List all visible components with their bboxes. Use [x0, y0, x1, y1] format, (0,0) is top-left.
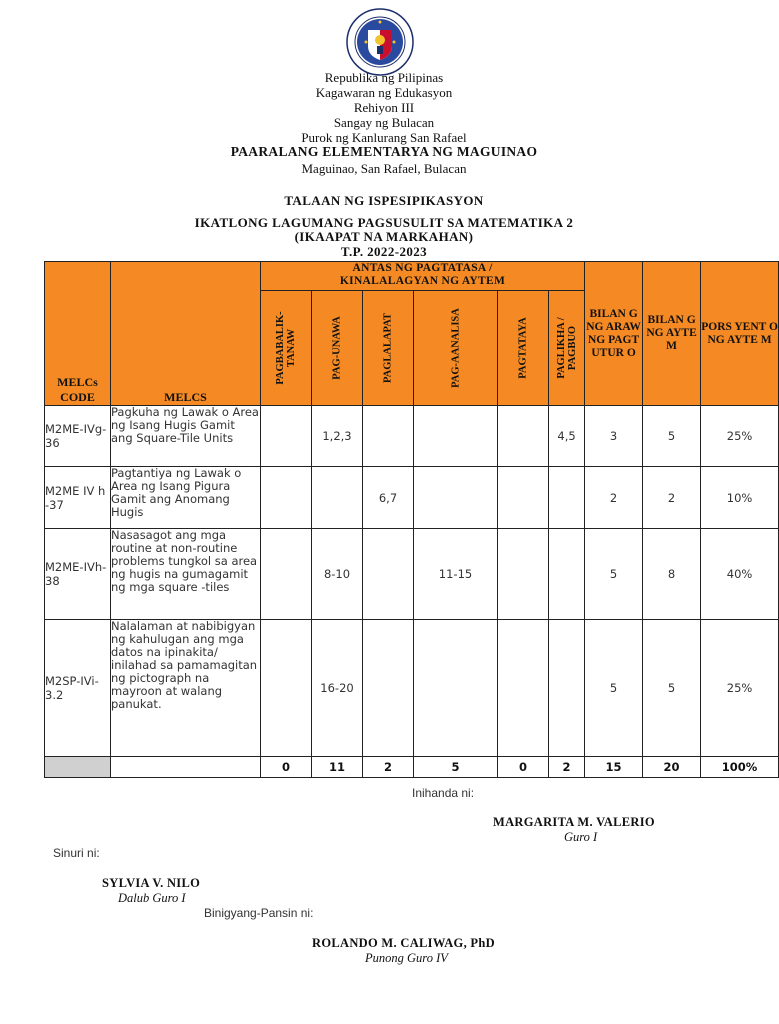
title-exam: IKATLONG LAGUMANG PAGSUSULIT SA MATEMATIKA 2 — [194, 215, 574, 230]
cell-l3 — [363, 406, 414, 467]
prepared-role: Guro I — [564, 830, 598, 844]
header-antas — [261, 262, 585, 291]
cell-items: 5 — [643, 620, 701, 757]
header-department: Kagawaran ng Edukasyon — [315, 85, 453, 100]
level-l3: PAGLALAPAT — [382, 313, 394, 383]
level-l5: PAGTATAYA — [517, 317, 529, 379]
cell-percent: 25% — [701, 406, 779, 467]
totals-row — [45, 757, 779, 778]
cell-items: 5 — [643, 406, 701, 467]
header-percent: PORS YENT O NG AYTE M — [701, 262, 779, 406]
totals-blank — [45, 757, 111, 778]
cell-days: 5 — [585, 620, 643, 757]
header-melcs-code: MELCs CODE — [45, 262, 111, 406]
total-l5: 0 — [498, 757, 549, 778]
antas-line1: ANTAS NG PAGTATASA / — [352, 262, 493, 274]
cell-l4 — [414, 620, 498, 757]
title-quarter: (IKAAPAT NA MARKAHAN) — [294, 229, 474, 244]
total-items: 20 — [643, 757, 701, 778]
header-level-pagtataya — [498, 291, 549, 406]
cell-l1 — [261, 529, 312, 620]
header-items: BILAN G NG AYTE M — [643, 262, 701, 406]
table-row — [45, 529, 779, 620]
cell-l2: 8-10 — [312, 529, 363, 620]
cell-l3 — [363, 620, 414, 757]
noted-label: Binigyang-Pansin ni: — [204, 906, 314, 920]
row-code: M2ME IV h -37 — [45, 467, 111, 529]
level-l1b: TANAW — [286, 328, 297, 368]
header-region: Rehiyon III — [353, 100, 415, 115]
cell-l2: 1,2,3 — [312, 406, 363, 467]
total-l3: 2 — [363, 757, 414, 778]
header-district: Purok ng Kanlurang San Rafael — [301, 130, 467, 145]
cell-items: 8 — [643, 529, 701, 620]
cell-l4: 11-15 — [414, 529, 498, 620]
cell-l1 — [261, 406, 312, 467]
header-level-pagunawa — [312, 291, 363, 406]
total-l4: 5 — [414, 757, 498, 778]
cell-l1 — [261, 620, 312, 757]
cell-l2 — [312, 467, 363, 529]
header-address: Maguinao, San Rafael, Bulacan — [301, 161, 467, 176]
header-melcs: MELCS — [111, 262, 261, 406]
row-melc: Nasasagot ang mga routine at non-routine problems tungkol sa area ng hugis na gumagamit ng mga square -tiles — [111, 529, 261, 620]
prepared-name: MARGARITA M. VALERIO — [493, 815, 655, 829]
row-code: M2ME-IVh-38 — [45, 529, 111, 620]
cell-l4 — [414, 406, 498, 467]
cell-l5 — [498, 529, 549, 620]
noted-name: ROLANDO M. CALIWAG, PhD — [312, 936, 495, 950]
cell-l6 — [549, 467, 585, 529]
cell-l4 — [414, 467, 498, 529]
level-l4: PAG-AANALISA — [450, 308, 461, 388]
cell-l5 — [498, 467, 549, 529]
deped-seal-logo — [346, 8, 414, 76]
level-l2: PAG-UNAWA — [331, 316, 343, 380]
total-percent: 100% — [701, 757, 779, 778]
header-level-pagaanalisa — [414, 291, 498, 406]
cell-l5 — [498, 620, 549, 757]
total-l6: 2 — [549, 757, 585, 778]
cell-days: 5 — [585, 529, 643, 620]
cell-items: 2 — [643, 467, 701, 529]
cell-l6 — [549, 620, 585, 757]
cell-percent: 25% — [701, 620, 779, 757]
header-level-pagbabaliktanaw — [261, 291, 312, 406]
row-melc: Pagkuha ng Lawak o Area ng Isang Hugis Gamit ang Square-Tile Units — [111, 406, 261, 467]
cell-l2: 16-20 — [312, 620, 363, 757]
level-l6a: PAGLIKHA / — [555, 317, 567, 379]
totals-melc-blank — [111, 757, 261, 778]
cell-l5 — [498, 406, 549, 467]
noted-role: Punong Guro IV — [365, 951, 448, 965]
level-l1a: PAGBABALIK- — [275, 311, 286, 385]
checked-name: SYLVIA V. NILO — [102, 876, 201, 890]
header-division: Sangay ng Bulacan — [333, 115, 435, 130]
header-republic: Republika ng Pilipinas — [324, 70, 444, 85]
cell-days: 2 — [585, 467, 643, 529]
row-code: M2SP-IVi-3.2 — [45, 620, 111, 757]
cell-l6: 4,5 — [549, 406, 585, 467]
header-school: PAARALANG ELEMENTARYA NG MAGUINAO — [230, 144, 538, 159]
prepared-label: Inihanda ni: — [412, 786, 475, 800]
title-talaan: TALAAN NG ISPESIPIKASYON — [284, 193, 484, 208]
level-l6b: PAGBUO — [566, 325, 578, 371]
row-melc: Pagtantiya ng Lawak o Area ng Isang Pigura Gamit ang Anomang Hugis — [111, 467, 261, 529]
specification-table — [44, 261, 779, 778]
total-l2: 11 — [312, 757, 363, 778]
header-level-paglalapat — [363, 291, 414, 406]
checked-label: Sinuri ni: — [53, 846, 100, 860]
row-melc: Nalalaman at nabibigyan ng kahulugan ang mga datos na ipinakita/ inilahad sa pamamagitan ng pictograph na mayroon at walang panukat. — [111, 620, 261, 757]
antas-line2: KINALALAGYAN NG AYTEM — [339, 275, 506, 287]
cell-l3: 6,7 — [363, 467, 414, 529]
total-l1: 0 — [261, 757, 312, 778]
checked-role: Dalub Guro I — [118, 891, 186, 905]
row-code: M2ME-IVg-36 — [45, 406, 111, 467]
header-days: BILAN G NG ARAW NG PAGT UTUR O — [585, 262, 643, 406]
cell-l1 — [261, 467, 312, 529]
table-row — [45, 406, 779, 467]
cell-l3 — [363, 529, 414, 620]
cell-percent: 10% — [701, 467, 779, 529]
title-school-year: T.P. 2022-2023 — [340, 244, 428, 259]
table-row — [45, 620, 779, 757]
cell-percent: 40% — [701, 529, 779, 620]
cell-l6 — [549, 529, 585, 620]
table-row — [45, 467, 779, 529]
header-level-paglikha — [549, 291, 585, 406]
cell-days: 3 — [585, 406, 643, 467]
total-days: 15 — [585, 757, 643, 778]
